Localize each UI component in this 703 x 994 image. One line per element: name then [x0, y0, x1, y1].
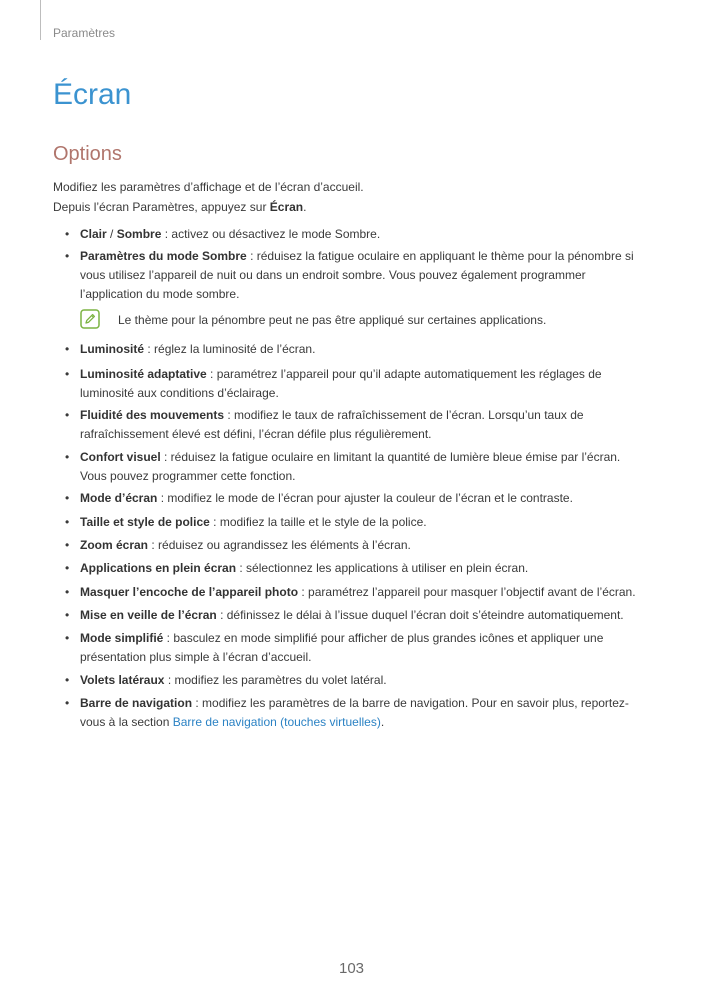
- intro-line-2: Depuis l’écran Paramètres, appuyez sur Écran.: [53, 200, 307, 214]
- section-title: Options: [53, 143, 122, 165]
- margin-rule: [40, 0, 41, 40]
- list-item: • Volets latéraux : modifiez les paramètres du volet latéral.: [80, 671, 646, 690]
- list-item: • Luminosité adaptative : paramétrez l’appareil pour qu’il adapte automatiquement les réglages de luminosité aux conditions d’éclairage.: [80, 365, 646, 403]
- page-number: 103: [338, 960, 365, 977]
- intro-line-1: Modifiez les paramètres d’affichage et de l’écran d’accueil.: [53, 180, 364, 194]
- list-item: • Masquer l’encoche de l’appareil photo : paramétrez l’appareil pour masquer l’objectif avant de l’écran.: [80, 583, 646, 602]
- list-item: • Applications en plein écran : sélectionnez les applications à utiliser en plein écran.: [80, 559, 646, 578]
- note-text: Le thème pour la pénombre peut ne pas être appliqué sur certaines applications.: [118, 313, 547, 327]
- list-item: • Taille et style de police : modifiez la taille et le style de la police.: [80, 513, 646, 532]
- list-item: • Paramètres du mode Sombre : réduisez la fatigue oculaire en appliquant le thème pour la pénombre si vous utilisez l’appareil de nuit ou dans un endroit sombre. Vous pouvez également programmer l’application du mode sombre.: [80, 247, 646, 304]
- intro-bold-term: Écran: [269, 200, 304, 214]
- list-item: • Mode d’écran : modifiez le mode de l’écran pour ajuster la couleur de l’écran et le contraste.: [80, 489, 646, 508]
- list-item: • Fluidité des mouvements : modifiez le taux de rafraîchissement de l’écran. Lorsqu’un taux de rafraîchissement élevé est défini, l’écran défile plus régulièrement.: [80, 406, 646, 444]
- list-item: • Clair / Sombre : activez ou désactivez le mode Sombre.: [80, 225, 646, 244]
- list-item: • Zoom écran : réduisez ou agrandissez les éléments à l’écran.: [80, 536, 646, 555]
- page-title: Écran: [53, 78, 132, 111]
- list-item: • Mise en veille de l’écran : définissez le délai à l’issue duquel l’écran doit s’éteindre automatiquement.: [80, 606, 646, 625]
- intro: [53, 177, 653, 217]
- list-item: • Luminosité : réglez la luminosité de l’écran.: [80, 340, 646, 359]
- breadcrumb: Paramètres: [53, 26, 116, 40]
- note-pencil-icon: [80, 309, 100, 329]
- navigation-bar-link[interactable]: Barre de navigation (touches virtuelles): [172, 715, 381, 729]
- list-item: • Confort visuel : réduisez la fatigue oculaire en limitant la quantité de lumière bleue émise par l’écran. Vous pouvez programmer cette fonction.: [80, 448, 646, 486]
- list-item: • Mode simplifié : basculez en mode simplifié pour afficher de plus grandes icônes et appliquer une présentation plus simple à l’écran d’accueil.: [80, 629, 646, 667]
- list-item: • Barre de navigation : modifiez les paramètres de la barre de navigation. Pour en savoir plus, reportez-vous à la section Barre de navigation (touches virtuelles).: [80, 694, 646, 732]
- note: [80, 308, 646, 332]
